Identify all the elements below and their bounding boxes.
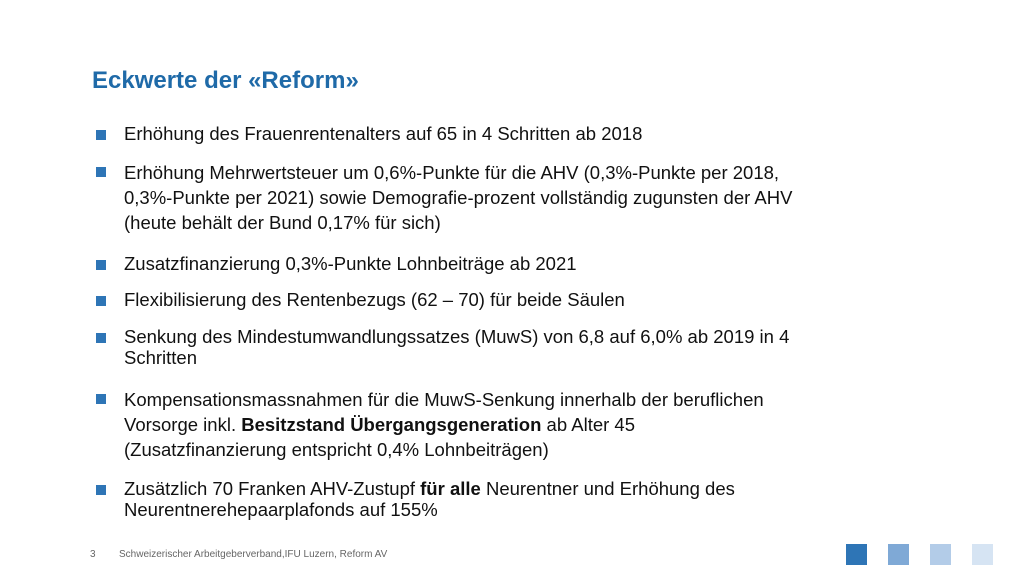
bullet-line: ab Alter 45	[541, 414, 635, 435]
bullet-line: Erhöhung des Frauenrentenalters auf 65 in 4 Schritten ab 2018	[124, 123, 643, 144]
bullet-line: Erhöhung Mehrwertsteuer um 0,6%-Punkte für die AHV (0,3%-Punkte per 2018,	[124, 162, 780, 183]
bullet-marker-icon	[96, 130, 106, 140]
bullet-line: Flexibilisierung des Rentenbezugs (62 – 70) für beide Säulen	[124, 289, 625, 310]
bullet-line: Neurentner und Erhöhung des	[480, 478, 735, 499]
bullet-text	[124, 160, 914, 235]
bullet-marker-icon	[96, 394, 106, 404]
bullet-text	[124, 123, 914, 145]
bullet-text	[124, 326, 914, 368]
bullet-line: Senkung des Mindestumwandlungssatzes (MuwS) von 6,8 auf 6,0% ab 2019 in 4	[124, 326, 790, 347]
bullet-line: Vorsorge inkl.	[124, 414, 242, 435]
bullet-line: Zusätzlich 70 Franken AHV-Zustupf	[124, 478, 421, 499]
bullet-marker-icon	[96, 260, 106, 270]
bullet-line: Zusatzfinanzierung 0,3%-Punkte Lohnbeiträge ab 2021	[124, 253, 577, 274]
footer-square-4	[972, 544, 993, 565]
footer-source: Schweizerischer Arbeitgeberverband,IFU Luzern, Reform AV	[119, 549, 388, 560]
bullet-marker-icon	[96, 485, 106, 495]
bullet-emphasis: Besitzstand Übergangsgeneration	[241, 414, 542, 435]
bullet-line: Neurentnerehepaarplafonds auf 155%	[124, 499, 438, 520]
bullet-line: Schritten	[124, 347, 198, 368]
bullet-marker-icon	[96, 333, 106, 343]
footer-square-2	[888, 544, 909, 565]
slide-title: Eckwerte der «Reform»	[92, 67, 359, 94]
page-number: 3	[90, 549, 96, 560]
bullet-marker-icon	[96, 296, 106, 306]
bullet-line: (Zusatzfinanzierung entspricht 0,4% Lohnbeiträgen)	[124, 439, 549, 460]
footer-square-1	[846, 544, 867, 565]
bullet-marker-icon	[96, 167, 106, 177]
bullet-text	[124, 387, 914, 462]
footer-square-3	[930, 544, 951, 565]
bullet-text	[124, 289, 914, 311]
bullet-emphasis: für alle	[420, 478, 481, 499]
bullet-line: 0,3%-Punkte per 2021) sowie Demografie-prozent vollständig zugunsten der AHV	[124, 187, 793, 208]
bullet-text	[124, 253, 914, 275]
bullet-line: Kompensationsmassnahmen für die MuwS-Senkung innerhalb der beruflichen	[124, 389, 764, 410]
bullet-text	[124, 478, 914, 520]
bullet-line: (heute behält der Bund 0,17% für sich)	[124, 212, 441, 233]
